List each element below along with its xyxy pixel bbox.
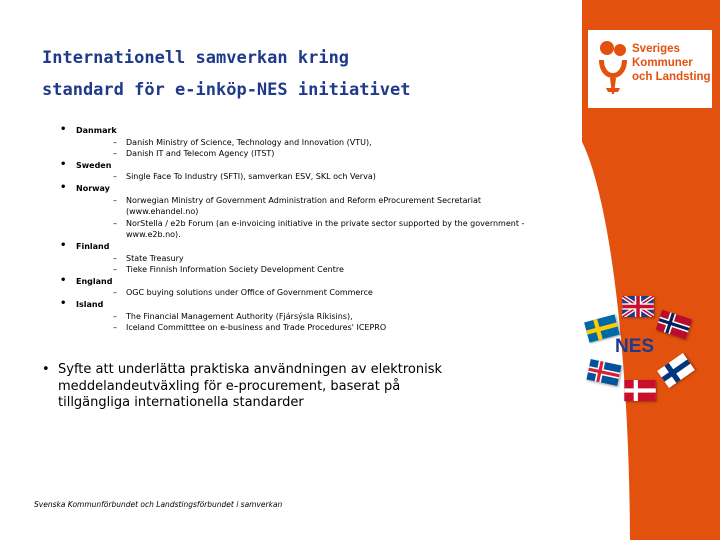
uk-flag-icon [622, 296, 654, 317]
sub-item: – Norwegian Ministry of Government Administration and Reform eProcurement Secretariat (www.ehandel.no) [113, 195, 482, 217]
nes-label: NES [615, 336, 655, 357]
logo-text [632, 42, 711, 84]
title-line-1: Internationell samverkan kring [42, 48, 350, 68]
country-name: Sweden [76, 160, 112, 170]
country-name: Island [76, 299, 104, 309]
sub-item: – The Financial Management Authority (Fjársýsla Ríkisins), [113, 311, 353, 321]
logo-line-3: och Landsting [632, 71, 711, 83]
sub-item: – Iceland Committtee on e-business and Trade Procedures' ICEPRO [113, 323, 387, 333]
country-name: England [76, 276, 113, 286]
country-item [60, 160, 550, 183]
nes-flags-graphic [582, 290, 694, 415]
iceland-flag-icon [586, 359, 622, 386]
country-name: Norway [76, 183, 110, 193]
country-item [60, 125, 550, 160]
purpose-bullet [42, 362, 462, 412]
sub-item: – OGC buying solutions under Office of Government Commerce [113, 288, 373, 298]
country-name: Danmark [76, 126, 117, 135]
norway-flag-icon [656, 310, 693, 340]
footer-text: Svenska Kommunförbundet och Landstingsförbundet i samverkan [34, 500, 283, 509]
bullet-icon: • [42, 362, 50, 377]
sub-item: – NorStella / e2b Forum (an e-invoicing initiative in the private sector supported by the government - www.e2b.no). [113, 218, 525, 240]
sub-item: – Danish Ministry of Science, Technology and Innovation (VTU), [113, 137, 372, 147]
country-item [60, 276, 550, 299]
skl-logo-icon [596, 38, 630, 98]
country-item [60, 299, 550, 334]
country-item [60, 241, 550, 276]
country-name: Finland [76, 241, 110, 251]
sub-item: – State Treasury [113, 253, 184, 263]
logo-line-2: Kommuner [632, 57, 693, 69]
slide-title [42, 42, 462, 106]
sub-item: – Tieke Finnish Information Society Development Centre [113, 265, 344, 275]
sub-item: – Single Face To Industry (SFTI), samverkan ESV, SKL och Verva) [113, 172, 376, 182]
purpose-text: Syfte att underlätta praktiska användningen av elektronisk meddelandeutväxling för e-procurement, baserat på tillgängliga internationella standarder [58, 362, 442, 410]
finland-flag-icon [657, 353, 695, 389]
country-item [60, 183, 550, 241]
country-list [60, 125, 550, 334]
title-line-2: standard för e-inköp-NES initiativet [42, 80, 411, 100]
logo-line-1: Sveriges [632, 43, 680, 55]
page-number: 11 [606, 508, 617, 517]
sub-item: – Danish IT and Telecom Agency (ITST) [113, 149, 275, 159]
denmark-flag-icon [624, 380, 656, 401]
